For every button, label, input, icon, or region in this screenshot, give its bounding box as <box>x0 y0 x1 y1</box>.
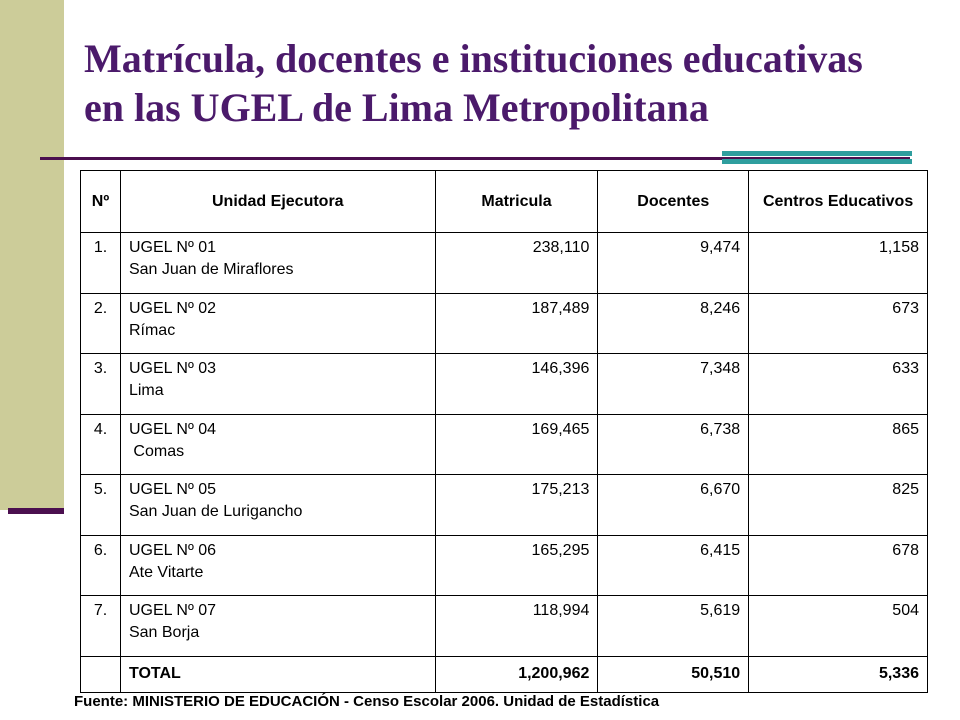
unit-name: San Borja <box>128 624 200 642</box>
unit-code: UGEL Nº 02 <box>128 299 217 317</box>
slide-title <box>84 34 944 132</box>
table-row <box>81 414 928 475</box>
centros-value: 633 <box>749 354 928 415</box>
ugel-data-table <box>80 170 928 693</box>
row-number: 1. <box>81 233 121 294</box>
docentes-value: 6,670 <box>598 475 749 536</box>
header-number: Nº <box>81 171 121 233</box>
matricula-value: 169,465 <box>435 414 598 475</box>
total-centros: 5,336 <box>749 656 928 692</box>
row-number: 3. <box>81 354 121 415</box>
row-number: 4. <box>81 414 121 475</box>
table-row <box>81 596 928 657</box>
title-line-2: en las UGEL de Lima Metropolitana <box>84 85 709 130</box>
unit-code: UGEL Nº 06 <box>128 541 217 559</box>
table-total-row <box>81 656 928 692</box>
unit-name: San Juan de Miraflores <box>128 261 294 278</box>
unit-code: UGEL Nº 07 <box>128 602 217 620</box>
unit-cell <box>120 596 435 657</box>
unit-name: Rímac <box>128 321 176 339</box>
docentes-value: 7,348 <box>598 354 749 415</box>
matricula-value: 187,489 <box>435 293 598 354</box>
matricula-value: 175,213 <box>435 475 598 536</box>
unit-cell <box>120 233 435 294</box>
unit-cell <box>120 475 435 536</box>
docentes-value: 6,415 <box>598 535 749 596</box>
teal-accent-line-bottom <box>722 159 912 164</box>
table-row <box>81 233 928 294</box>
row-number: 5. <box>81 475 121 536</box>
header-docentes: Docentes <box>598 171 749 233</box>
unit-code: UGEL Nº 03 <box>128 360 217 378</box>
centros-value: 825 <box>749 475 928 536</box>
unit-cell <box>120 293 435 354</box>
left-decorative-band <box>0 0 64 510</box>
left-accent-bar <box>8 508 64 514</box>
table-row <box>81 293 928 354</box>
table-row <box>81 354 928 415</box>
row-number: 2. <box>81 293 121 354</box>
total-label: TOTAL <box>120 656 435 692</box>
total-docentes: 50,510 <box>598 656 749 692</box>
source-note: Fuente: MINISTERIO DE EDUCACIÓN - Censo Escolar 2006. Unidad de Estadística <box>74 693 660 710</box>
unit-code: UGEL Nº 05 <box>128 481 217 499</box>
header-matricula: Matricula <box>435 171 598 233</box>
matricula-value: 146,396 <box>435 354 598 415</box>
centros-value: 865 <box>749 414 928 475</box>
table-row <box>81 475 928 536</box>
unit-name: Ate Vitarte <box>128 563 204 581</box>
total-empty-cell <box>81 656 121 692</box>
matricula-value: 165,295 <box>435 535 598 596</box>
docentes-value: 9,474 <box>598 233 749 294</box>
unit-name: San Juan de Lurigancho <box>128 503 303 521</box>
unit-cell <box>120 535 435 596</box>
centros-value: 673 <box>749 293 928 354</box>
docentes-value: 5,619 <box>598 596 749 657</box>
centros-value: 1,158 <box>749 233 928 294</box>
matricula-value: 238,110 <box>435 233 598 294</box>
unit-name: Lima <box>128 382 164 400</box>
teal-accent-line-top <box>722 151 912 156</box>
unit-cell <box>120 354 435 415</box>
row-number: 7. <box>81 596 121 657</box>
matricula-value: 118,994 <box>435 596 598 657</box>
docentes-value: 6,738 <box>598 414 749 475</box>
row-number: 6. <box>81 535 121 596</box>
header-unidad-ejecutora: Unidad Ejecutora <box>120 171 435 233</box>
unit-name: Comas <box>128 442 185 460</box>
docentes-value: 8,246 <box>598 293 749 354</box>
total-matricula: 1,200,962 <box>435 656 598 692</box>
header-centros-educativos: Centros Educativos <box>749 171 928 233</box>
centros-value: 504 <box>749 596 928 657</box>
centros-value: 678 <box>749 535 928 596</box>
unit-code: UGEL Nº 01 <box>128 239 217 256</box>
title-line-1: Matrícula, docentes e instituciones educativas <box>84 36 863 81</box>
unit-cell <box>120 414 435 475</box>
unit-code: UGEL Nº 04 <box>128 420 217 438</box>
table-row <box>81 535 928 596</box>
table-header-row <box>81 171 928 233</box>
